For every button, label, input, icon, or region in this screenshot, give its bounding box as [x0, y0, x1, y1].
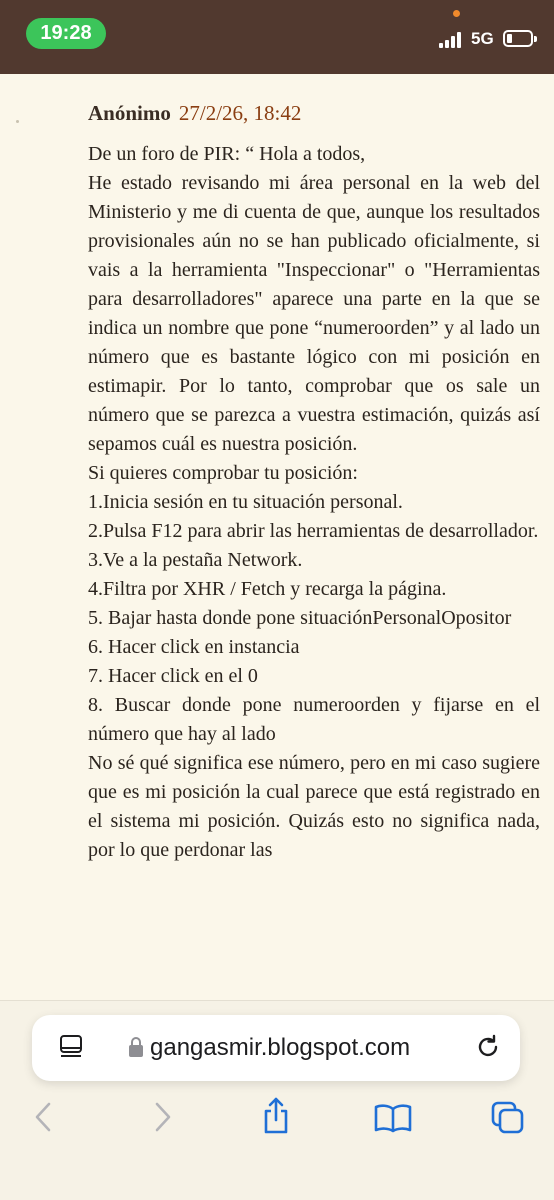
comment-paragraph: He estado revisando mi área personal en la web del Ministerio y me di cuenta de que, aunque los resultados provisionales aún no se han publicado oficialmente, si vais a la herramienta "Inspeccionar" o "Herramientas para desarrolladores" aparece una parte en la que se indica un nombre que pone “numeroorden” y al lado un número que es bastante lógico con mi posición en estimapir. Por lo tanto, comprobar que os sale un número que se parezca a vuestra estimación, quizás así sepamos cuál es nuestra posición. — [88, 172, 540, 455]
page-marker — [16, 120, 19, 123]
lock-icon — [128, 1036, 144, 1058]
comment-paragraph: 2.Pulsa F12 para abrir las herramientas de desarrollador. — [88, 520, 539, 542]
reader-mode-icon[interactable] — [58, 1033, 84, 1059]
comment-paragraph: 8. Buscar donde pone numeroorden y fijarse en el número que hay al lado — [88, 694, 540, 745]
comment-paragraph: 7. Hacer click en el 0 — [88, 665, 258, 687]
share-icon[interactable] — [260, 1096, 292, 1136]
battery-icon — [503, 30, 533, 47]
bookmarks-icon[interactable] — [373, 1103, 413, 1133]
network-type: 5G — [471, 29, 494, 48]
comment-paragraph: Si quieres comprobar tu posición: — [88, 462, 358, 484]
forward-icon[interactable] — [152, 1102, 174, 1132]
comment-paragraph: 6. Hacer click en instancia — [88, 636, 300, 658]
back-icon[interactable] — [32, 1102, 54, 1132]
comment-body — [88, 140, 540, 990]
comment-paragraph: 5. Bajar hasta donde pone situaciónPersonalOpositor — [88, 607, 512, 629]
status-bar — [0, 0, 554, 74]
comment-paragraph: 1.Inicia sesión en tu situación personal. — [88, 491, 403, 513]
tabs-icon[interactable] — [490, 1100, 526, 1136]
signal-icon — [439, 31, 465, 48]
comment-paragraph: 4.Filtra por XHR / Fetch y recarga la página. — [88, 578, 447, 600]
comment-paragraph: De un foro de PIR: “ Hola a todos, — [88, 143, 366, 165]
comment-author[interactable]: Anónimo — [88, 101, 171, 125]
comment-date[interactable]: 27/2/26, 18:42 — [178, 101, 302, 125]
comment-header — [88, 98, 540, 128]
comment-paragraph: 3.Ve a la pestaña Network. — [88, 549, 303, 571]
reload-icon[interactable] — [473, 1032, 503, 1062]
status-time[interactable]: 19:28 — [26, 18, 106, 49]
camera-indicator-dot — [453, 10, 460, 17]
comment-header-block — [88, 98, 540, 128]
comment-paragraph: No sé qué significa ese número, pero en mi caso sugiere que es mi posición la cual parece que está registrado en el sistema mi posición. Quizás esto no significa nada, por lo que perdonar las — [88, 752, 540, 861]
url-text[interactable]: gangasmir.blogspot.com — [150, 1034, 411, 1061]
